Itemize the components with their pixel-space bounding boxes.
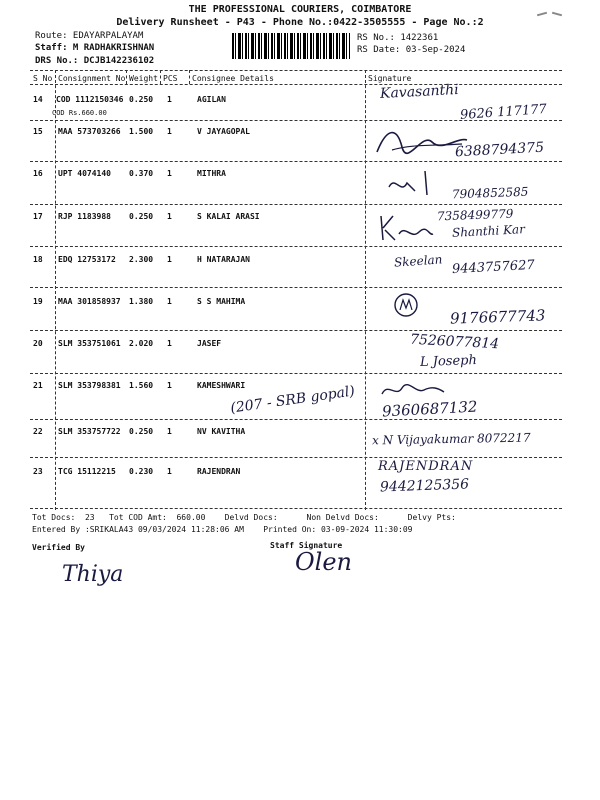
row-consignee: H NATARAJAN [197,255,250,264]
row-consignee: V JAYAGOPAL [197,127,250,136]
row-sno: 18 [33,255,43,264]
row-pcs: 1 [167,169,172,178]
col-header-pcs: PCS [163,74,178,83]
row-consignment: SLM 353751061 [58,339,121,348]
row-sno: 15 [33,127,43,136]
drs-label: DRS No.: DCJB142236102 [35,56,155,66]
row-sno: 16 [33,169,43,178]
col-header-weight: Weight [129,74,158,83]
route-label: Route: EDAYARPALAYAM [35,31,144,41]
col-divider [160,70,161,84]
row-weight: 1.560 [129,381,154,390]
handwritten-phone: 9443757627 [451,257,536,278]
row-consignee: S S MAHIMA [197,297,246,306]
row-consignee: JASEF [197,339,222,348]
staff-signature-label: Staff Signature [270,541,343,550]
table-bottom-rule [30,508,562,509]
row-consignment: MAA 301858937 [58,297,121,306]
handwritten-phone: 7904852585 [451,184,529,202]
row-pcs: 1 [167,127,172,136]
handwritten-phone: 7526077814 [409,331,500,353]
row-consignment: UPT 4074140 [58,169,111,178]
row-consignment: SLM 353757722 [58,427,121,436]
row-weight: 0.370 [129,169,154,178]
row-divider [30,246,562,247]
col-divider [189,70,190,84]
row-weight: 0.250 [129,427,154,436]
handwritten-signature: RAJENDRAN [378,459,474,474]
rs-number: RS No.: 1422361 [357,33,439,43]
handwritten-phone: 9626 117177 [459,101,548,124]
handwritten-phone: 9360687132 [381,397,478,421]
row-weight: 0.250 [129,95,154,104]
row-divider [30,330,562,331]
row-pcs: 1 [167,467,172,476]
staff-signature: Olen [295,548,353,576]
row-weight: 2.300 [129,255,154,264]
signature-scribble [375,212,435,244]
col-divider [365,70,366,510]
row-consignee: MITHRA [197,169,226,178]
table-top-rule [30,70,562,71]
row-consignment: TCG 15112215 [58,467,116,476]
row-weight: 1.500 [129,127,154,136]
row-consignee: NV KAVITHA [197,427,246,436]
row-divider [30,120,562,121]
col-divider [126,70,127,84]
row-pcs: 1 [167,381,172,390]
row-pcs: 1 [167,95,172,104]
row-consignment: SLM 353798381 [58,381,121,390]
row-sno: 19 [33,297,43,306]
staff-label: Staff: M RADHAKRISHNAN [35,43,155,53]
signature-scribble [392,290,422,320]
row-divider [30,419,562,420]
col-header-consignee: Consignee Details [192,74,274,83]
entered-by-line: Entered By :SRIKALA43 09/03/2024 11:28:06 AM Printed On: 03-09-2024 11:30:09 [32,525,413,534]
handwritten-note: (207 - SRB gopal) [229,383,356,417]
table-header-rule [30,84,562,85]
row-pcs: 1 [167,427,172,436]
handwritten-phone: 7358499779 [436,206,514,224]
row-sno: 22 [33,427,43,436]
row-divider [30,204,562,205]
col-header-consignment: Consignment No [58,74,126,83]
handwritten-signature: Kavasanthi [379,81,460,103]
col-header-sno: S No [33,74,53,83]
row-sno: 20 [33,339,43,348]
handwritten-phone: 6388794375 [454,139,545,161]
row-cod-note: COD Rs.660.00 [52,109,107,117]
row-consignment: COD 1112150346 [56,95,124,104]
row-pcs: 1 [167,297,172,306]
handwritten-signature: L Joseph [419,353,478,370]
page-title: THE PROFESSIONAL COURIERS, COIMBATORE [188,4,412,15]
handwritten-phone: 9176677743 [449,306,546,328]
row-weight: 2.020 [129,339,154,348]
row-consignment: MAA 573703266 [58,127,121,136]
verified-signature: Thiya [62,562,124,587]
row-divider [30,161,562,162]
rs-date: RS Date: 03-Sep-2024 [357,45,466,55]
page-subtitle: Delivery Runsheet - P43 - Phone No.:0422-3505555 - Page No.:2 [116,17,484,28]
signature-scribble [378,378,448,402]
row-pcs: 1 [167,339,172,348]
handwritten-signature: Skeelan [393,252,443,270]
row-consignee: AGILAN [197,95,226,104]
row-sno: 21 [33,381,43,390]
row-divider [30,373,562,374]
totals-line: Tot Docs: 23 Tot COD Amt: 660.00 Delvd Docs: Non Delvd Docs: Delvy Pts: [32,513,456,522]
row-consignee: KAMESHWARI [197,381,246,390]
handwritten-signature: x N Vijayakumar 8072217 [371,430,531,448]
row-consignee: S KALAI ARASI [197,212,260,221]
row-consignment: RJP 1183988 [58,212,111,221]
row-weight: 0.230 [129,467,154,476]
row-pcs: 1 [167,212,172,221]
row-sno: 23 [33,467,43,476]
row-consignment: EDQ 12753172 [58,255,116,264]
handwritten-phone: 9442125356 [379,476,470,496]
row-consignee: RAJENDRAN [197,467,241,476]
row-sno: 14 [33,95,43,104]
barcode [232,33,350,59]
handwritten-signature: Shanthi Kar [451,222,526,240]
row-weight: 0.250 [129,212,154,221]
col-divider [55,70,56,510]
row-pcs: 1 [167,255,172,264]
row-divider [30,457,562,458]
row-sno: 17 [33,212,43,221]
row-weight: 1.380 [129,297,154,306]
row-divider [30,287,562,288]
col-header-signature: Signature [368,74,412,83]
signature-scribble [385,165,445,199]
verified-by-label: Verified By [32,543,85,552]
